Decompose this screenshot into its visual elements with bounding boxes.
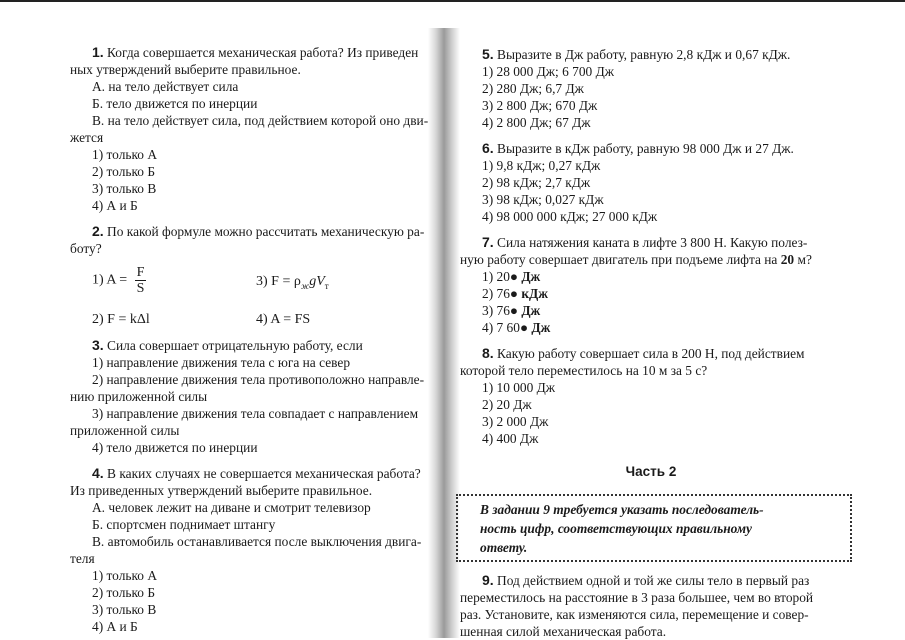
q9-line-3: раз. Установите, как изменяются сила, перемещение и совер- (460, 607, 809, 622)
q8-number: 8. (482, 345, 494, 361)
q2-number: 2. (92, 223, 104, 239)
q2-formula-3 (256, 273, 329, 295)
q2-text: По какой формуле можно рассчитать механическую ра- (107, 224, 425, 239)
q2-formula-3-a: 3) F = ρ (256, 274, 301, 289)
q7-option-4 (460, 319, 842, 336)
q6-option-3: 3) 98 кДж; 0,027 кДж (482, 192, 604, 207)
q4-statement-c-cont: теля (70, 551, 95, 566)
q8-text: Какую работу совершает сила в 200 Н, под действием (497, 346, 805, 361)
task-9-instruction-box (456, 494, 852, 562)
q7-handwritten-value: 20 (780, 252, 795, 267)
q6-number: 6. (482, 140, 494, 156)
right-column (460, 46, 842, 640)
q8-option-2: 2) 20 Дж (482, 397, 532, 412)
q3-option-4: 4) тело движется по инерции (92, 440, 258, 455)
q7-text: Сила натяжения каната в лифте 3 800 Н. Какую полез- (497, 235, 808, 250)
question-9 (460, 572, 842, 640)
q3-option-2: 2) направление движения тела противоположно направле- (92, 372, 425, 387)
q5-option-1: 1) 28 000 Дж; 6 700 Дж (482, 64, 614, 79)
q1-text: Когда совершается механическая работа? Из приведен (107, 45, 419, 60)
q4-option-1: 1) только А (92, 568, 158, 583)
q4-option-2: 2) только Б (92, 585, 156, 600)
q1-statement-c-cont: жется (70, 130, 104, 145)
q7-cont-b: м? (794, 252, 812, 267)
left-column (70, 44, 452, 635)
question-8 (460, 345, 842, 447)
q4-option-3: 3) только В (92, 602, 157, 617)
q9-text: Под действием одной и той же силы тело в первый раз (497, 573, 810, 588)
q3-option-1: 1) направление движения тела с юга на север (92, 355, 351, 370)
q8-text-cont: которой тело переместилось на 10 м за 5 с? (460, 363, 708, 378)
q4-statement-c: В. автомобиль останавливается после выключения двига- (92, 534, 422, 549)
q7-option-1-b: ● Дж (509, 269, 541, 284)
q5-option-3: 3) 2 800 Дж; 670 Дж (482, 98, 598, 113)
question-6 (460, 140, 842, 225)
instruction-line-2: ность цифр, соответствующих правильному (480, 521, 752, 536)
q2-formula-1-prefix: 1) A = (92, 272, 128, 288)
q4-statement-b: Б. спортсмен поднимает штангу (92, 517, 276, 532)
q1-text-cont: ных утверждений выберите правильное. (70, 62, 301, 77)
q5-number: 5. (482, 46, 494, 62)
q2-formula-3-sub2: т (324, 280, 329, 291)
q7-option-4-a: 4) 7 60 (482, 320, 520, 335)
q4-text-cont: Из приведенных утверждений выберите правильное. (70, 483, 373, 498)
q7-option-2 (460, 285, 842, 302)
q9-number: 9. (482, 572, 494, 588)
q2-formula-3-b: gV (309, 274, 325, 289)
q1-statement-a: А. на тело действует сила (92, 79, 239, 94)
q9-line-2: переместилось на расстояние в 3 раза большее, чем во второй (460, 590, 814, 605)
q8-option-3: 3) 2 000 Дж (482, 414, 549, 429)
q6-text: Выразите в кДж работу, равную 98 000 Дж и 27 Дж. (497, 141, 794, 156)
q2-formulas (70, 257, 452, 331)
q3-text: Сила совершает отрицательную работу, если (107, 338, 363, 353)
q1-option-1: 1) только А (92, 147, 158, 162)
q1-option-2: 2) только Б (92, 164, 156, 179)
q2-formula-1 (92, 265, 146, 296)
q7-option-3 (460, 302, 842, 319)
instruction-line-3: ответу. (480, 540, 528, 555)
q4-number: 4. (92, 465, 104, 481)
q6-option-4: 4) 98 000 000 кДж; 27 000 кДж (482, 209, 658, 224)
q6-option-1: 1) 9,8 кДж; 0,27 кДж (482, 158, 601, 173)
q4-text: В каких случаях не совершается механическая работа? (107, 466, 421, 481)
question-4 (70, 465, 452, 635)
question-1 (70, 44, 452, 214)
q7-option-4-b: ● Дж (519, 320, 551, 335)
fraction-denominator: S (136, 281, 145, 296)
q1-statement-c: В. на тело действует сила, под действием которой оно дви- (92, 113, 429, 128)
top-border-line (0, 0, 905, 2)
question-5 (460, 46, 842, 131)
q5-option-4: 4) 2 800 Дж; 67 Дж (482, 115, 591, 130)
q4-option-4: 4) А и Б (92, 619, 138, 634)
q2-formula-4: 4) A = FS (256, 312, 311, 327)
q1-option-3: 3) только В (92, 181, 157, 196)
q7-option-1-a: 1) 20 (482, 269, 510, 284)
question-2 (70, 223, 452, 331)
q5-text: Выразите в Дж работу, равную 2,8 кДж и 0,67 кДж. (497, 47, 791, 62)
q2-text-cont: боту? (70, 241, 102, 256)
q1-number: 1. (92, 44, 104, 60)
q7-option-3-a: 3) 76 (482, 303, 510, 318)
q7-option-3-b: ● Дж (509, 303, 541, 318)
fraction-numerator: F (136, 265, 145, 280)
q7-cont-a: ную работу совершает двигатель при подъеме лифта на (460, 252, 781, 267)
q7-option-2-b: ● кДж (509, 286, 548, 301)
q2-formula-3-sub: ж (300, 280, 310, 291)
q8-option-4: 4) 400 Дж (482, 431, 539, 446)
question-7 (460, 234, 842, 336)
q1-statement-b: Б. тело движется по инерции (92, 96, 258, 111)
q7-text-cont (460, 251, 842, 268)
q5-option-2: 2) 280 Дж; 6,7 Дж (482, 81, 584, 96)
q9-line-4: шенная силой механическая работа. (460, 624, 667, 639)
q2-formula-1-fraction (135, 265, 147, 296)
instruction-line-1: В задании 9 требуется указать последователь- (480, 502, 764, 517)
q7-option-2-a: 2) 76 (482, 286, 510, 301)
q3-number: 3. (92, 337, 104, 353)
q8-option-1: 1) 10 000 Дж (482, 380, 556, 395)
q1-option-4: 4) А и Б (92, 198, 138, 213)
q6-option-2: 2) 98 кДж; 2,7 кДж (482, 175, 591, 190)
q3-option-2-cont: нию приложенной силы (70, 389, 208, 404)
question-3 (70, 337, 452, 456)
q2-formula-2: 2) F = kΔl (92, 312, 150, 327)
q4-statement-a: А. человек лежит на диване и смотрит телевизор (92, 500, 371, 515)
q3-option-3: 3) направление движения тела совпадает с направлением (92, 406, 419, 421)
q7-number: 7. (482, 234, 494, 250)
part-2-heading: Часть 2 (625, 464, 677, 479)
q7-option-1 (460, 268, 842, 285)
q3-option-3-cont: приложенной силы (70, 423, 180, 438)
